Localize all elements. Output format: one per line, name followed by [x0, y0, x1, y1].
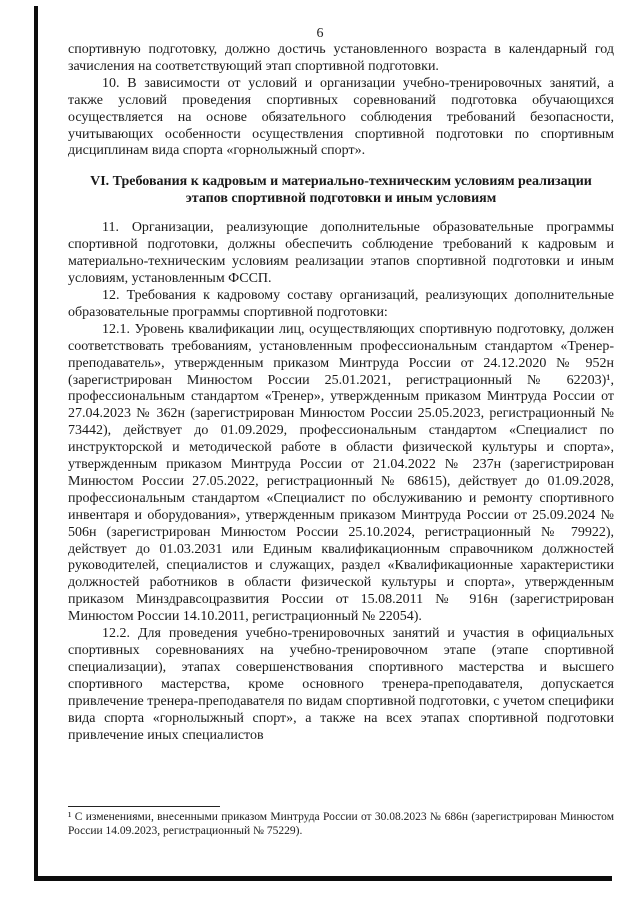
footnote-text: ¹ С изменениями, внесенными приказом Минтруда России от 30.08.2023 № 686н (зарегистрирован Минюстом России 14.09.2023, регистрационный № 75229). — [68, 811, 614, 837]
paragraph-continuation: спортивную подготовку, должно достичь установленного возраста в календарный год зачисления на соответствующий этап спортивной подготовки. — [68, 42, 614, 74]
scan-edge-bottom-line — [34, 876, 612, 881]
scan-edge-left-line — [34, 6, 38, 878]
paragraph-12-2: 12.2. Для проведения учебно-тренировочных занятий и участия в официальных спортивных соревнованиях на учебно-тренировочном этапе (этапе спортивной специализации), этапах совершенствования спортивного мастерства и высшего спортивного мастерства, кроме основного тренера-преподавателя, допускается привлечение тренера-преподавателя по видам спортивной подготовки, с учетом специфики вида спорта «горнолыжный спорт», а также на всех этапах спортивной подготовки привлечение иных специалистов — [68, 626, 614, 743]
page-number: 6 — [316, 26, 324, 41]
footnote-separator-line — [68, 806, 220, 807]
paragraph-10: 10. В зависимости от условий и организации учебно-тренировочных занятий, а также условий проведения спортивных соревнований подготовка обучающихся осуществляется на основе обязательного соблюдения требований безопасности, учитывающих особенности осуществления спортивной подготовки по спортивным дисциплинам вида спорта «горнолыжный спорт». — [68, 75, 614, 159]
footnote-area — [68, 806, 614, 838]
paragraph-11: 11. Организации, реализующие дополнительные образовательные программы спортивной подготовки, должны обеспечить соблюдение требований к кадровым и материально-техническим условиям реализации этапов спортивной подготовки и иным условиям, установленным ФССП. — [68, 220, 614, 287]
paragraph-12-1: 12.1. Уровень квалификации лиц, осуществляющих спортивную подготовку, должен соответствовать требованиям, установленным профессиональным стандартом «Тренер-преподаватель», утвержденным приказом Минтруда России от 24.12.2020 № 952н (зарегистрирован Минюстом России 25.01.2021, регистрационный № 62203)¹, профессиональным стандартом «Тренер», утвержденным приказом Минтруда России от 27.04.2023 № 362н (зарегистрирован Минюстом России 25.05.2023, регистрационный № 73442), действует до 01.09.2029, профессиональным стандартом «Специалист по инструкторской и методической работе в области физической культуры и спорта», утвержденным приказом Минтруда России от 21.04.2022 № 237н (зарегистрирован Минюстом России 27.05.2022, регистрационный № 68615), действует до 01.09.2028, профессиональным стандартом «Специалист по обслуживанию и ремонту спортивного инвентаря и оборудования», утвержденным приказом Минтруда России от 25.09.2024 № 506н (зарегистрирован Минюстом России 25.10.2024, регистрационный № 79922), действует до 01.03.2031 или Единым квалификационным справочником должностей руководителей, специалистов и служащих, раздел «Квалификационные характеристики должностей работников в области физической культуры и спорта», утвержденным приказом Минздравсоцразвития России от 15.08.2011 № 916н (зарегистрирован Минюстом России 14.10.2011, регистрационный № 22054). — [68, 321, 614, 625]
section-heading-vi: VI. Требования к кадровым и материально-техническим условиям реализации этапов спортивной подготовки и иным условиям — [90, 174, 592, 207]
document-body — [68, 42, 614, 744]
paragraph-12: 12. Требования к кадровому составу организаций, реализующих дополнительные образовательные программы спортивной подготовки: — [68, 287, 614, 320]
